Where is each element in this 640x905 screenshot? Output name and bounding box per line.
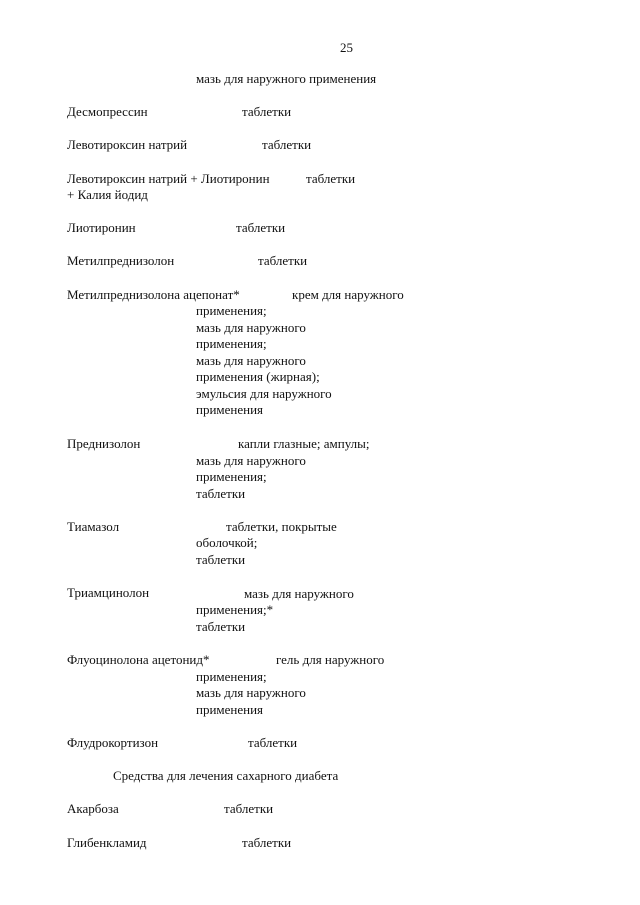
drug-form: таблетки (248, 735, 298, 750)
drug-form: таблетки, покрытые (226, 519, 337, 534)
drug-form: таблетки (236, 220, 286, 235)
drug-form: таблетки (196, 552, 246, 567)
drug-form: таблетки (224, 801, 274, 816)
drug-form: применения; (196, 336, 267, 351)
drug-name-continuation: + Калия йодид (67, 187, 148, 202)
drug-form: таблетки (242, 104, 292, 119)
drug-form: мазь для наружного (196, 320, 306, 335)
drug-form: мазь для наружного (196, 453, 306, 468)
drug-form: применения;* (196, 602, 274, 617)
drug-form: применения (196, 702, 264, 717)
section-heading: Средства для лечения сахарного диабета (113, 768, 339, 783)
drug-name: Десмопрессин (67, 104, 148, 119)
drug-name: Глибенкламид (67, 835, 147, 850)
drug-form: оболочкой; (196, 535, 258, 550)
drug-name: Триамцинолон (67, 585, 150, 600)
drug-name: Флуоцинолона ацетонид* (67, 652, 210, 667)
continuation-line: мазь для наружного применения (196, 71, 377, 86)
drug-form: гель для наружного (276, 652, 385, 667)
drug-name: Левотироксин натрий + Лиотиронин (67, 171, 270, 186)
drug-form: таблетки (242, 835, 292, 850)
drug-form: таблетки (258, 253, 308, 268)
drug-form: применения (196, 402, 264, 417)
drug-name: Тиамазол (67, 519, 120, 534)
drug-name: Левотироксин натрий (67, 137, 188, 152)
drug-name: Преднизолон (67, 436, 141, 451)
drug-form: крем для наружного (292, 287, 404, 302)
drug-form: мазь для наружного (196, 685, 306, 700)
drug-name: Метилпреднизолон (67, 253, 175, 268)
drug-form: мазь для наружного (196, 353, 306, 368)
drug-form: капли глазные; ампулы; (238, 436, 370, 451)
drug-form: применения; (196, 669, 267, 684)
drug-form: таблетки (262, 137, 312, 152)
drug-form: применения; (196, 469, 267, 484)
drug-form: применения (жирная); (196, 369, 320, 384)
drug-name: Метилпреднизолона ацепонат* (67, 287, 240, 302)
drug-form: применения; (196, 303, 267, 318)
drug-form: таблетки (196, 619, 246, 634)
page-number: 25 (340, 40, 353, 55)
drug-name: Акарбоза (67, 801, 119, 816)
drug-form: таблетки (196, 486, 246, 501)
drug-name: Флудрокортизон (67, 735, 159, 750)
drug-name: Лиотиронин (67, 220, 136, 235)
drug-form: эмульсия для наружного (196, 386, 332, 401)
drug-form: мазь для наружного (244, 586, 354, 601)
drug-form: таблетки (306, 171, 356, 186)
